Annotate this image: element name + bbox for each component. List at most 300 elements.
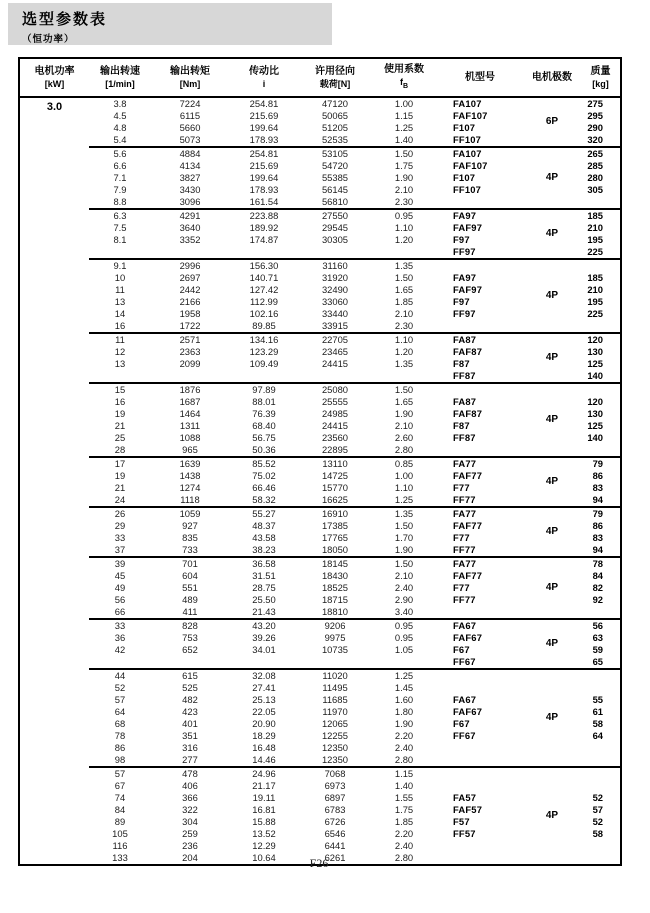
cell-motor-poles: 4P <box>523 259 581 333</box>
cell-ratio: 16.81 <box>252 803 276 815</box>
cell-output-torque: 1958 <box>179 307 201 319</box>
cell-ratio: 18.29 <box>252 729 276 741</box>
cell-model <box>437 259 523 272</box>
cell-ratio: 34.01 <box>252 643 276 655</box>
cell-output-speed: 68 <box>114 717 126 729</box>
cell-output-speed: 78 <box>114 729 126 741</box>
cell-service-factor: 1.40 <box>394 133 414 145</box>
cell-model: F97 <box>453 233 470 245</box>
cell-radial-load: 11495 <box>322 681 348 693</box>
cell-output-speed: 29 <box>114 519 126 531</box>
cell-output-torque: 551 <box>182 581 198 593</box>
header-row <box>19 58 621 97</box>
cell-output-torque: 5660 <box>179 121 201 133</box>
cell-weight <box>581 444 621 457</box>
cell-output-torque: 828 <box>151 619 229 632</box>
cell-output-speed: 19 <box>114 407 126 419</box>
cell-weight: 63 <box>592 631 603 643</box>
cell-output-torque: 1876 <box>151 383 229 396</box>
cell-radial-load: 17765 <box>321 531 349 543</box>
cell-model: FAF67 <box>453 631 483 643</box>
cell-output-speed: 25 <box>114 431 126 443</box>
col-header-radial-load: 许用径向 载荷[N] <box>299 58 371 97</box>
cell-service-factor: 2.60 <box>394 431 414 443</box>
cell-service-factor: 1.00 <box>394 469 414 481</box>
cell-model: FF107 <box>453 183 482 195</box>
cell-output-speed <box>89 370 151 383</box>
col-header-poles: 电机极数 <box>523 58 581 97</box>
cell-ratio: 68.40 <box>252 419 276 431</box>
cell-weight: 58 <box>592 717 603 729</box>
cell-output-speed: 24 <box>114 493 126 505</box>
cell-output-torque: 1687 <box>179 395 201 407</box>
cell-ratio: 24.96 <box>229 767 299 780</box>
cell-motor-poles: 4P <box>523 383 581 457</box>
cell-output-speed: 4.8 <box>113 121 127 133</box>
cell-service-factor: 1.90 <box>394 717 414 729</box>
cell-model: FAF77 <box>453 519 483 531</box>
cell-output-torque: 3352 <box>179 233 201 245</box>
cell-service-factor: 2.40 <box>394 741 414 753</box>
cell-radial-load: 15770 <box>321 481 349 493</box>
cell-radial-load: 50065 <box>321 109 349 121</box>
cell-output-torque: 2166 <box>179 295 201 307</box>
cell-model: FA97 <box>437 209 523 222</box>
cell-output-torque: 322 <box>182 803 198 815</box>
cell-weight: 79 <box>581 457 621 470</box>
cell-weight: 61 <box>592 705 603 717</box>
cell-model <box>437 444 523 457</box>
cell-model <box>437 742 523 754</box>
cell-output-speed <box>89 656 151 669</box>
cell-service-factor <box>371 246 437 259</box>
cell-radial-load: 29545 <box>321 221 349 233</box>
cell-service-factor: 1.45 <box>394 681 414 693</box>
cell-radial-load: 6441 <box>324 839 346 851</box>
cell-weight: 185 <box>587 271 603 283</box>
cell-model: FA107 <box>437 147 523 160</box>
cell-service-factor: 2.10 <box>394 419 414 431</box>
cell-output-speed: 89 <box>114 815 126 827</box>
cell-output-torque: 753 <box>182 631 198 643</box>
cell-weight: 125 <box>587 357 603 369</box>
cell-ratio: 43.58 <box>252 531 276 543</box>
cell-output-torque: 1118 <box>180 493 200 505</box>
cell-ratio: 215.69 <box>249 109 279 121</box>
cell-model: FF57 <box>453 827 476 839</box>
cell-ratio: 102.16 <box>249 307 279 319</box>
cell-model: F77 <box>453 531 470 543</box>
cell-ratio: 112.99 <box>250 295 278 307</box>
cell-weight: 275 <box>587 97 603 109</box>
cell-weight: 120 <box>581 333 621 346</box>
cell-output-torque: 4884 <box>151 147 229 160</box>
table-row <box>19 767 621 780</box>
cell-radial-load: 14725 <box>321 469 349 481</box>
cell-radial-load: 18050 <box>321 543 349 555</box>
cell-weight: 195 <box>587 233 603 245</box>
cell-weight: 280 <box>587 171 603 183</box>
cell-model: FA87 <box>453 395 477 407</box>
cell-weight: 94 <box>592 543 603 555</box>
cell-weight: 265 <box>581 147 621 160</box>
cell-model: F87 <box>453 419 470 431</box>
cell-ratio: 161.54 <box>249 195 279 207</box>
cell-ratio: 199.64 <box>249 171 279 183</box>
cell-output-speed: 66 <box>114 605 126 617</box>
cell-service-factor: 1.10 <box>371 333 437 346</box>
cell-model: FA77 <box>437 507 523 520</box>
table-row <box>19 507 621 520</box>
cell-output-torque: 4134 <box>179 159 201 171</box>
cell-weight <box>581 606 621 619</box>
cell-radial-load: 18525 <box>321 581 349 593</box>
cell-output-speed: 17 <box>89 457 151 470</box>
cell-output-torque: 2697 <box>179 271 201 283</box>
cell-motor-poles: 4P <box>523 557 581 619</box>
cell-service-factor: 2.80 <box>394 753 414 765</box>
cell-output-torque: 316 <box>182 741 198 753</box>
cell-weight: 130 <box>587 407 603 419</box>
cell-output-speed: 116 <box>112 839 128 851</box>
cell-ratio: 254.81 <box>249 97 279 109</box>
cell-output-torque: 7224 <box>179 97 201 109</box>
cell-weight: 86 <box>592 519 603 531</box>
cell-radial-load: 18145 <box>299 557 371 570</box>
cell-output-speed: 12 <box>114 345 126 357</box>
cell-output-speed: 19 <box>114 469 126 481</box>
cell-service-factor: 1.10 <box>394 221 414 233</box>
cell-weight <box>581 196 621 209</box>
cell-ratio: 36.58 <box>229 557 299 570</box>
cell-service-factor: 1.40 <box>394 779 414 791</box>
cell-weight: 285 <box>587 159 603 171</box>
cell-ratio: 127.42 <box>249 283 279 295</box>
cell-ratio: 13.52 <box>252 827 276 839</box>
cell-ratio <box>229 246 299 259</box>
cell-motor-poles: 6P <box>545 115 559 127</box>
cell-radial-load: 9206 <box>299 619 371 632</box>
cell-ratio: 14.46 <box>252 753 276 765</box>
cell-service-factor: 2.30 <box>394 195 414 207</box>
cell-output-torque: 1438 <box>179 469 201 481</box>
cell-ratio: 27.41 <box>252 681 276 693</box>
cell-weight: 130 <box>587 345 603 357</box>
cell-radial-load: 23560 <box>321 431 349 443</box>
cell-radial-load: 24985 <box>321 407 349 419</box>
cell-ratio: 123.29 <box>249 345 279 357</box>
cell-weight: 56 <box>581 619 621 632</box>
cell-model: FAF77 <box>453 569 483 581</box>
cell-output-speed: 16 <box>114 395 126 407</box>
cell-model: FAF107 <box>453 159 488 171</box>
cell-weight <box>581 780 621 792</box>
cell-weight: 52 <box>592 791 603 803</box>
cell-radial-load: 12350 <box>321 753 349 765</box>
cell-ratio: 43.20 <box>229 619 299 632</box>
cell-radial-load: 30305 <box>321 233 349 245</box>
cell-weight <box>581 320 621 333</box>
cell-ratio: 189.92 <box>249 221 279 233</box>
cell-output-speed: 13 <box>114 357 126 369</box>
cell-ratio: 21.43 <box>252 605 276 617</box>
cell-output-speed: 14 <box>114 307 126 319</box>
cell-output-torque: 2571 <box>151 333 229 346</box>
cell-output-speed: 44 <box>89 669 151 682</box>
cell-output-speed: 8.8 <box>113 195 127 207</box>
cell-weight: 225 <box>587 307 603 319</box>
cell-ratio: 134.16 <box>229 333 299 346</box>
cell-service-factor: 1.85 <box>394 815 414 827</box>
cell-output-speed: 6.6 <box>113 159 127 171</box>
cell-service-factor: 1.80 <box>394 705 414 717</box>
cell-radial-load: 10735 <box>321 643 349 655</box>
cell-ratio: 199.64 <box>249 121 279 133</box>
cell-ratio: 55.27 <box>229 507 299 520</box>
cell-radial-load: 33440 <box>321 307 349 319</box>
cell-service-factor: 0.85 <box>371 457 437 470</box>
cell-output-torque: 1274 <box>179 481 201 493</box>
cell-service-factor <box>371 370 437 383</box>
cell-output-torque <box>151 370 229 383</box>
cell-output-torque: 701 <box>151 557 229 570</box>
cell-radial-load: 6546 <box>324 827 346 839</box>
cell-ratio: 22.05 <box>252 705 276 717</box>
cell-ratio: 215.69 <box>249 159 279 171</box>
cell-weight: 58 <box>592 827 603 839</box>
cell-ratio: 56.75 <box>252 431 276 443</box>
cell-radial-load: 17385 <box>321 519 349 531</box>
cell-service-factor: 1.20 <box>394 233 414 245</box>
cell-ratio: 89.85 <box>252 319 276 331</box>
cell-service-factor: 1.90 <box>394 171 414 183</box>
cell-service-factor: 2.30 <box>394 319 414 331</box>
cell-radial-load: 11020 <box>299 669 371 682</box>
cell-service-factor: 1.10 <box>394 481 414 493</box>
cell-weight: 82 <box>592 581 603 593</box>
cell-radial-load: 12350 <box>321 741 349 753</box>
cell-output-speed: 52 <box>114 681 126 693</box>
cell-ratio: 75.02 <box>252 469 276 481</box>
cell-model: FA67 <box>437 619 523 632</box>
cell-service-factor: 3.40 <box>394 605 414 617</box>
cell-ratio: 178.93 <box>249 183 279 195</box>
cell-model <box>437 840 523 852</box>
cell-ratio <box>229 370 299 383</box>
cell-radial-load: 27550 <box>299 209 371 222</box>
cell-output-speed: 7.1 <box>113 171 127 183</box>
cell-model: F67 <box>453 643 470 655</box>
cell-model: F107 <box>453 121 476 133</box>
cell-model: FF67 <box>453 655 476 667</box>
cell-weight <box>581 767 621 780</box>
cell-service-factor: 2.90 <box>394 593 414 605</box>
cell-service-factor: 0.95 <box>371 619 437 632</box>
cell-service-factor: 0.95 <box>371 209 437 222</box>
cell-weight <box>581 669 621 682</box>
cell-service-factor: 1.65 <box>394 283 414 295</box>
col-header-power: 电机功率 [kW] <box>19 58 89 97</box>
cell-weight: 195 <box>587 295 603 307</box>
cell-radial-load: 12065 <box>321 717 349 729</box>
cell-model <box>437 383 523 396</box>
table-row <box>19 669 621 682</box>
cell-output-torque: 1311 <box>179 419 201 431</box>
cell-weight <box>581 682 621 694</box>
cell-output-torque: 733 <box>182 543 198 555</box>
cell-model <box>437 780 523 792</box>
cell-radial-load: 6726 <box>324 815 346 827</box>
cell-radial-load: 16625 <box>321 493 349 505</box>
cell-output-torque: 3430 <box>179 183 201 195</box>
cell-motor-poles: 4P <box>523 619 581 669</box>
cell-ratio: 21.17 <box>252 779 276 791</box>
cell-service-factor: 2.10 <box>394 569 414 581</box>
page-subtitle: （恒功率） <box>22 34 75 45</box>
cell-radial-load: 24415 <box>321 419 349 431</box>
cell-radial-load: 6897 <box>324 791 346 803</box>
cell-output-torque: 652 <box>182 643 198 655</box>
col-header-weight: 质量 [kg] <box>581 58 621 97</box>
cell-output-speed: 133 <box>112 851 128 863</box>
cell-weight: 295 <box>587 109 603 121</box>
cell-output-torque: 259 <box>182 827 198 839</box>
cell-output-torque: 3640 <box>179 221 201 233</box>
cell-output-torque: 1639 <box>151 457 229 470</box>
cell-weight: 79 <box>581 507 621 520</box>
cell-radial-load: 47120 <box>321 97 349 109</box>
cell-model <box>437 196 523 209</box>
cell-weight <box>581 754 621 767</box>
cell-output-speed: 64 <box>114 705 126 717</box>
table-body <box>19 97 621 865</box>
cell-radial-load: 25555 <box>321 395 349 407</box>
cell-ratio: 38.23 <box>252 543 276 555</box>
table-row <box>19 557 621 570</box>
cell-ratio: 88.01 <box>252 395 276 407</box>
cell-output-speed: 33 <box>114 531 126 543</box>
cell-ratio: 178.93 <box>249 133 279 145</box>
cell-ratio: 10.64 <box>252 851 276 863</box>
cell-output-speed: 7.9 <box>113 183 127 195</box>
cell-radial-load: 6973 <box>324 779 346 791</box>
col-header-speed: 输出转速 [1/min] <box>89 58 151 97</box>
cell-model: FAF67 <box>453 705 483 717</box>
cell-output-torque: 6115 <box>179 109 201 121</box>
cell-weight: 140 <box>587 369 603 381</box>
cell-output-torque: 5073 <box>179 133 201 145</box>
cell-service-factor: 1.75 <box>394 803 414 815</box>
col-header-ratio: 传动比 i <box>229 58 299 97</box>
cell-output-torque: 423 <box>182 705 198 717</box>
cell-output-torque: 965 <box>182 443 198 455</box>
cell-service-factor: 2.40 <box>394 581 414 593</box>
cell-output-torque: 1464 <box>179 407 201 419</box>
cell-ratio: 16.48 <box>252 741 276 753</box>
cell-weight <box>581 742 621 754</box>
cell-model: FA107 <box>453 97 482 109</box>
cell-output-torque: 927 <box>182 519 198 531</box>
cell-ratio: 25.50 <box>252 593 276 605</box>
cell-service-factor: 1.50 <box>371 557 437 570</box>
cell-output-torque: 401 <box>182 717 198 729</box>
cell-model: FA77 <box>437 557 523 570</box>
cell-output-speed: 67 <box>114 779 126 791</box>
cell-model <box>437 669 523 682</box>
cell-weight: 120 <box>587 395 603 407</box>
cell-output-speed: 37 <box>114 543 126 555</box>
cell-model: FA77 <box>437 457 523 470</box>
cell-ratio: 66.46 <box>252 481 276 493</box>
cell-output-torque: 1059 <box>151 507 229 520</box>
cell-model <box>437 682 523 694</box>
cell-radial-load: 13110 <box>299 457 371 470</box>
cell-output-speed: 13 <box>114 295 126 307</box>
cell-output-torque: 3827 <box>179 171 201 183</box>
cell-service-factor: 1.85 <box>394 295 414 307</box>
cell-service-factor: 1.50 <box>371 147 437 160</box>
cell-motor-poles: 4P <box>523 209 581 259</box>
cell-weight: 55 <box>592 693 603 705</box>
cell-radial-load: 11685 <box>322 693 348 705</box>
cell-output-speed: 4.5 <box>113 109 127 121</box>
cell-service-factor: 1.35 <box>371 507 437 520</box>
cell-service-factor: 1.70 <box>394 531 414 543</box>
cell-model: FAF87 <box>453 345 483 357</box>
cell-ratio: 48.37 <box>252 519 276 531</box>
cell-output-torque: 835 <box>182 531 198 543</box>
cell-output-speed: 45 <box>114 569 126 581</box>
cell-output-torque: 1088 <box>179 431 201 443</box>
cell-ratio: 58.32 <box>252 493 276 505</box>
cell-ratio: 174.87 <box>249 233 279 245</box>
cell-weight: 290 <box>587 121 603 133</box>
table-row <box>19 259 621 272</box>
cell-output-torque: 489 <box>182 593 198 605</box>
cell-radial-load: 22895 <box>321 443 349 455</box>
cell-output-torque: 525 <box>182 681 198 693</box>
cell-output-speed: 11 <box>89 333 151 346</box>
cell-service-factor: 1.60 <box>394 693 414 705</box>
cell-motor-poles: 4P <box>523 147 581 209</box>
cell-radial-load <box>299 370 371 383</box>
cell-output-speed: 21 <box>114 481 126 493</box>
cell-output-speed: 28 <box>114 443 126 455</box>
cell-output-speed <box>89 246 151 259</box>
cell-output-torque: 366 <box>182 791 198 803</box>
cell-radial-load: 12255 <box>321 729 349 741</box>
cell-radial-load: 6783 <box>324 803 346 815</box>
table-row <box>19 457 621 470</box>
cell-service-factor: 1.90 <box>394 543 414 555</box>
cell-output-speed: 84 <box>114 803 126 815</box>
cell-model <box>437 320 523 333</box>
cell-output-torque: 482 <box>182 693 198 705</box>
cell-radial-load: 56145 <box>321 183 349 195</box>
cell-service-factor: 2.80 <box>394 851 414 863</box>
cell-ratio: 109.49 <box>249 357 279 369</box>
cell-model: FA67 <box>453 693 477 705</box>
cell-weight <box>581 840 621 852</box>
cell-service-factor: 2.40 <box>394 839 414 851</box>
cell-weight: 210 <box>587 221 603 233</box>
cell-output-speed: 57 <box>114 693 126 705</box>
cell-radial-load: 6261 <box>324 851 346 863</box>
cell-service-factor: 1.05 <box>394 643 414 655</box>
cell-service-factor: 1.50 <box>394 519 414 531</box>
cell-output-speed: 56 <box>114 593 126 605</box>
cell-radial-load: 25080 <box>299 383 371 396</box>
